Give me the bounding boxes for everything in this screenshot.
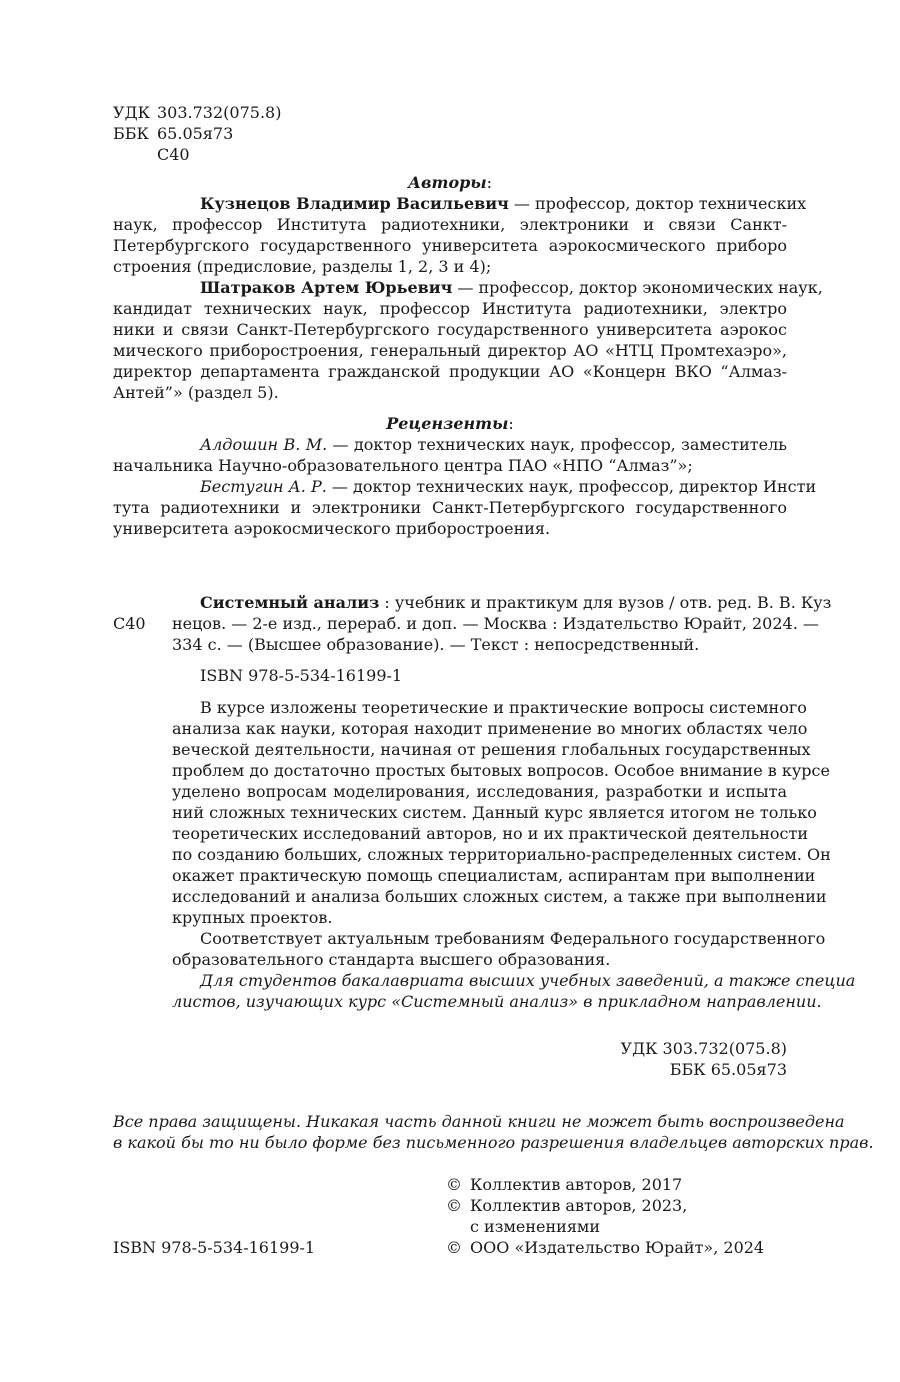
copyright-block (446, 1174, 787, 1258)
abstract: В курсе изложены теоретические и практические вопросы системного анализа как науки, которая находит применение во многих областях чело веческой деятельности, начиная от решения глобальных государственных проблем до достаточно простых бытовых вопросов. Особое внимание в курсе уделено вопросам моделирования, исследования, разработки и испыта ний сложных технических систем. Данный курс является итогом не только теоретических исследований авторов, но и их практической деятельности по созданию больших, сложных территориально-распределенных систем. Он окажет практическую помощь специалистам, аспирантам при выполнении исследований и анализа больших сложных систем, а также при выполнении крупных проектов. (172, 698, 831, 927)
bbk-row (113, 123, 313, 144)
reviewer-name: Алдошин В. М. (200, 435, 328, 454)
author-name: Шатраков Артем Юрьевич (200, 278, 453, 297)
udk-label: УДК (113, 103, 150, 122)
copyright-symbol: © (446, 1238, 462, 1257)
udk-row (113, 102, 313, 123)
copyright-line: с изменениями (470, 1217, 601, 1236)
author-entry-2: Шатраков Артем Юрьевич — профессор, доктор экономических наук, кандидат технических наук, профессор Института радиотехники, электро ники и связи Санкт-Петербургского государственного университета аэрокос мического приборостроения, генеральный директор АО «НТЦ Промтехаэро», директор департамента гражданской продукции АО «Концерн ВКО “Алмаз- Антей”» (раздел 5). (113, 278, 823, 402)
footer-codes (487, 1038, 787, 1080)
catalog-entry: Системный анализ : учебник и практикум для вузов / отв. ред. В. В. Куз нецов. — 2-е изд., перераб. и доп. — Москва : Издательство Юрайт, 2024. — 334 с. — (Высшее образование). — Текст : непосредственный. (172, 593, 832, 654)
reviewers-heading-text: Рецензенты (386, 414, 509, 433)
footer-bbk: ББК 65.05я73 (669, 1060, 787, 1079)
book-title: Системный анализ (200, 593, 380, 612)
bbk-label: ББК (113, 124, 149, 143)
rights-notice: Все права защищены. Никакая часть данной книги не может быть воспроизведена в какой бы то ни было форме без письменного разрешения владельцев авторских прав. (113, 1112, 874, 1152)
authors-heading-text: Авторы (408, 173, 487, 192)
target-audience: Для студентов бакалавриата высших учебных заведений, а также специа листов, изучающих курс «Системный анализ» в прикладном направлении. (172, 971, 856, 1011)
author-mark-row (113, 144, 313, 165)
bbk-value: 65.05я73 (157, 124, 234, 143)
reviewer-entry-1: Алдошин В. М. — доктор технических наук, профессор, заместитель начальника Научно-образовательного центра ПАО «НПО “Алмаз”»; (113, 435, 787, 475)
classification-codes (113, 102, 313, 165)
copyright-line: © ООО «Издательство Юрайт», 2024 (446, 1238, 765, 1257)
authors-heading: Авторы: (408, 173, 492, 192)
reviewers-heading: Рецензенты: (386, 414, 514, 433)
copyright-line: © Коллектив авторов, 2017 (446, 1175, 683, 1194)
udk-value: 303.732(075.8) (157, 103, 282, 122)
author-name: Кузнецов Владимир Васильевич (200, 194, 509, 213)
catalog-isbn: ISBN 978-5-534-16199-1 (200, 666, 403, 685)
footer-udk: УДК 303.732(075.8) (620, 1039, 787, 1058)
author-mark: С40 (157, 145, 190, 164)
catalog-side-mark: С40 (113, 614, 146, 633)
reviewer-entry-2: Бестугин А. Р. — доктор технических наук, профессор, директор Инсти тута радиотехники и электроники Санкт-Петербургского государственного университета аэрокосмического приборостроения. (113, 477, 817, 538)
standard-compliance: Соответствует актуальным требованиям Федерального государственного образовательного стандарта высшего образования. (172, 929, 826, 969)
reviewer-name: Бестугин А. Р. (200, 477, 327, 496)
copyright-symbol: © (446, 1175, 462, 1194)
author-entry-1: Кузнецов Владимир Васильевич — профессор, доктор технических наук, профессор Института радиотехники, электроники и связи Санкт- Петербургского государственного университета аэрокосмического приборо строения (предисловие, разделы 1, 2, 3 и 4); (113, 194, 807, 276)
copyright-line: © Коллектив авторов, 2023, (446, 1196, 688, 1215)
bottom-isbn: ISBN 978-5-534-16199-1 (113, 1238, 316, 1257)
copyright-symbol: © (446, 1196, 462, 1215)
